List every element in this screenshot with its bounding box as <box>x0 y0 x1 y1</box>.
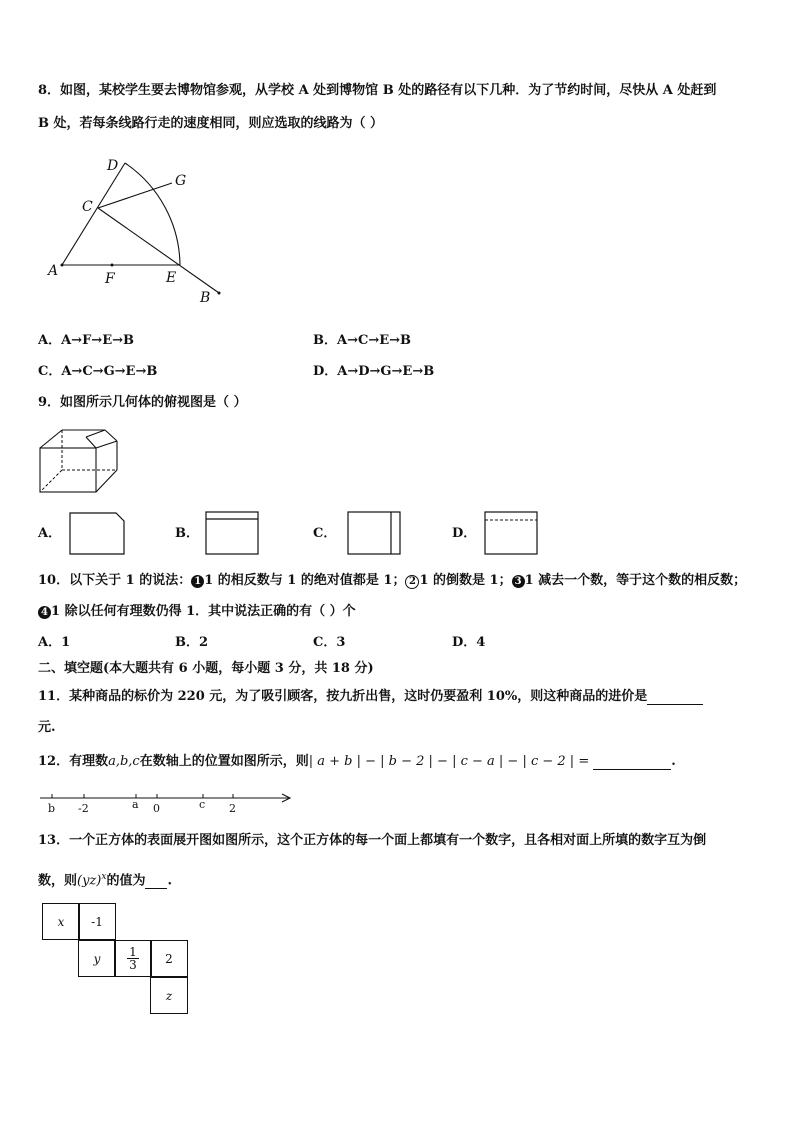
q13-stem-line2 <box>38 869 172 889</box>
label-E: E <box>166 270 177 286</box>
q9-option-a[interactable]: A． <box>38 526 62 541</box>
q13-text-b: 的值为 <box>106 873 146 889</box>
axis-label-0: 0 <box>153 802 160 815</box>
axis-label-b: b <box>48 802 56 815</box>
q13-exponent: x <box>101 872 107 882</box>
q12-vars: a,b,c <box>108 754 140 769</box>
q12-mid: 在数轴上的位置如图所示，则 <box>139 754 309 769</box>
net-cell-y: y <box>78 940 116 977</box>
q11-stem-line2: 元. <box>38 720 56 735</box>
q10-statement-1: 1 的相反数与 1 的绝对值都是 1； <box>204 573 406 588</box>
q8-option-c[interactable]: C．A→C→G→E→B <box>38 364 158 379</box>
q10-statement-2: 1 的倒数是 1； <box>419 573 512 588</box>
q10-intro: 10．以下关于 1 的说法： <box>38 573 192 588</box>
q10-option-b[interactable]: B．2 <box>175 635 209 650</box>
q9-option-b[interactable]: B． <box>175 526 199 541</box>
label-C: C <box>82 199 93 215</box>
circled-4-icon: 4 <box>38 606 51 619</box>
q12-intro: 12．有理数 <box>38 754 109 769</box>
label-D: D <box>107 158 119 174</box>
q10-option-c[interactable]: C．3 <box>313 635 346 650</box>
q13-stem-line1: 13．一个正方体的表面展开图如图所示，这个正方体的每一个面上都填有一个数字，且各相对面上所填的数字互为倒 <box>38 833 707 848</box>
q8-option-a[interactable]: A．A→F→E→B <box>38 333 134 348</box>
circled-1-icon: 1 <box>191 575 204 588</box>
label-B: B <box>200 290 211 306</box>
q8-option-d[interactable]: D．A→D→G→E→B <box>313 364 435 379</box>
net-cell-fraction <box>114 940 152 977</box>
q10-option-d[interactable]: D．4 <box>452 635 486 650</box>
q10-statement-4: 1 除以任何有理数仍得 1．其中说法正确的有（ ）个 <box>51 604 356 619</box>
circled-2-icon: 2 <box>405 575 419 589</box>
q9-option-d[interactable]: D． <box>452 526 477 541</box>
axis-label-neg2: -2 <box>78 802 89 815</box>
fraction-denominator: 3 <box>129 958 137 972</box>
q8-stem-line1: 8．如图，某校学生要去博物馆参观，从学校 A 处到博物馆 B 处的路径有以下几种．为了节约时间，尽快从 A 处赶到 <box>38 83 717 98</box>
q9-option-c[interactable]: C． <box>313 526 337 541</box>
q13-answer-blank[interactable] <box>145 874 167 889</box>
q12-expression: | a + b | − | b − 2 | − | c − a | − | c − 2 | = <box>308 754 590 769</box>
q10-statement-3: 1 减去一个数，等于这个数的相反数； <box>524 573 747 588</box>
net-cell-2: 2 <box>150 940 188 977</box>
q13-expression: (yz) <box>77 873 102 889</box>
q11-text: 11．某种商品的标价为 220 元，为了吸引顾客，按九折出售，这时仍要盈利 10%，则这种商品的进价是 <box>38 689 648 704</box>
axis-label-c: c <box>199 798 206 811</box>
q8-stem-line2: B 处，若每条线路行走的速度相同，则应选取的线路为（ ） <box>38 116 384 131</box>
label-G: G <box>175 173 187 189</box>
q13-end: . <box>167 873 172 889</box>
net-cell-x: x <box>42 903 80 940</box>
label-A: A <box>48 263 59 279</box>
q12-end: . <box>671 754 676 769</box>
axis-label-a: a <box>132 798 139 811</box>
q13-text-a: 数，则 <box>38 873 78 889</box>
axis-label-2: 2 <box>229 802 236 815</box>
fraction-numerator: 1 <box>129 945 137 959</box>
label-F: F <box>105 271 115 287</box>
net-cell-z: z <box>150 977 188 1014</box>
q9-stem: 9．如图所示几何体的俯视图是（ ） <box>38 395 247 410</box>
net-cell-minus1: -1 <box>78 903 116 940</box>
q8-option-b[interactable]: B．A→C→E→B <box>313 333 411 348</box>
q10-option-a[interactable]: A．1 <box>38 635 71 650</box>
section-heading: 二、填空题(本大题共有 6 小题，每小题 3 分，共 18 分) <box>38 661 374 676</box>
circled-3-icon: 3 <box>512 575 525 588</box>
